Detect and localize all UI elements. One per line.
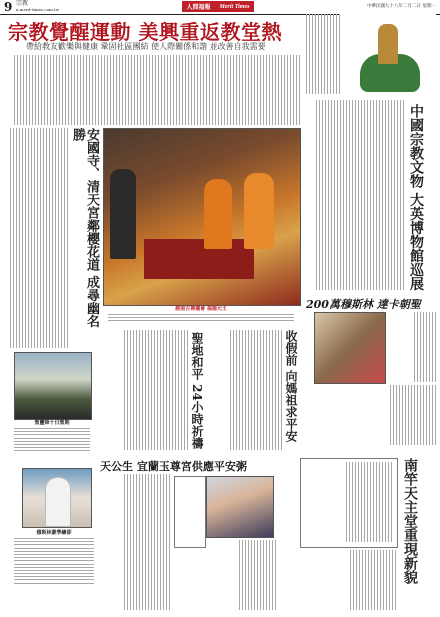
blessing-article-body-2	[306, 385, 436, 445]
temple-photo-caption-body	[108, 314, 294, 328]
brand-chinese: 人間福報	[186, 4, 211, 11]
temple-headline: 安國寺、清天宮鄰櫻花道 成尋幽名勝	[70, 128, 99, 328]
student-photo	[22, 468, 92, 528]
brand-english: Merit Times	[219, 3, 250, 10]
page-number: 9	[4, 0, 13, 14]
peace-article-body	[208, 330, 282, 450]
peace-headline: 聖地和平 24小時祈禱	[190, 332, 204, 449]
blessing-headline: 200萬穆斯林 達卡朝聖	[306, 298, 421, 311]
church-sidebar-text	[304, 462, 392, 542]
blessing-article-body	[388, 312, 436, 382]
yilan-text-right	[176, 540, 276, 610]
museum-headline: 中國宗教文物 大英博物館巡展	[408, 104, 424, 291]
left-column-text	[10, 128, 68, 348]
section-label: 宗教	[16, 0, 29, 7]
photo-monk-orange	[204, 179, 232, 249]
lead-article-body	[10, 55, 300, 125]
blessing-photo	[314, 312, 386, 384]
procession-caption: 聖靈降十日聖期	[34, 420, 70, 426]
issue-date: 中華民國九十八年二月二日 星期一	[367, 4, 436, 9]
statue-photo	[340, 14, 436, 102]
procession-photo	[14, 352, 92, 420]
church-article-body	[300, 550, 396, 610]
statue-rider	[378, 24, 398, 64]
temple-photo	[103, 128, 301, 306]
temple-photo-caption: 越南古禪儀會 福德元王	[175, 306, 227, 312]
lead-headline: 宗教覺醒運動 美興重返教堂熱	[8, 20, 282, 44]
student-figure	[45, 477, 71, 527]
yilan-photo	[206, 476, 274, 538]
newspaper-logo	[182, 1, 254, 12]
photo-figure-left	[110, 169, 136, 259]
procession-text	[14, 428, 90, 464]
yilan-text-left	[100, 474, 170, 610]
church-headline: 南竿天主堂重現新貌	[402, 458, 418, 584]
lead-subtitle: 帶給教友歡樂與健康 鞏固社區團結 使人際關係和諧 並改善自我需要	[26, 42, 266, 51]
photo-monk-orange-2	[244, 173, 274, 249]
student-caption: 穆斯林蒙學繪卻	[36, 530, 72, 536]
middle-left-text	[96, 330, 188, 450]
section-name	[16, 1, 59, 13]
holiday-headline: 收假前 向媽祖求平安	[284, 330, 298, 443]
section-url: a.merit-times.com.tw	[16, 7, 60, 12]
student-text	[14, 538, 94, 608]
photo-altar	[144, 239, 254, 279]
yilan-headline: 天公生 宜蘭玉尊宮供應平安粥	[100, 460, 247, 473]
yilan-sidebar-box	[174, 476, 206, 548]
museum-article-body	[304, 100, 404, 290]
right-top-text	[302, 14, 340, 94]
